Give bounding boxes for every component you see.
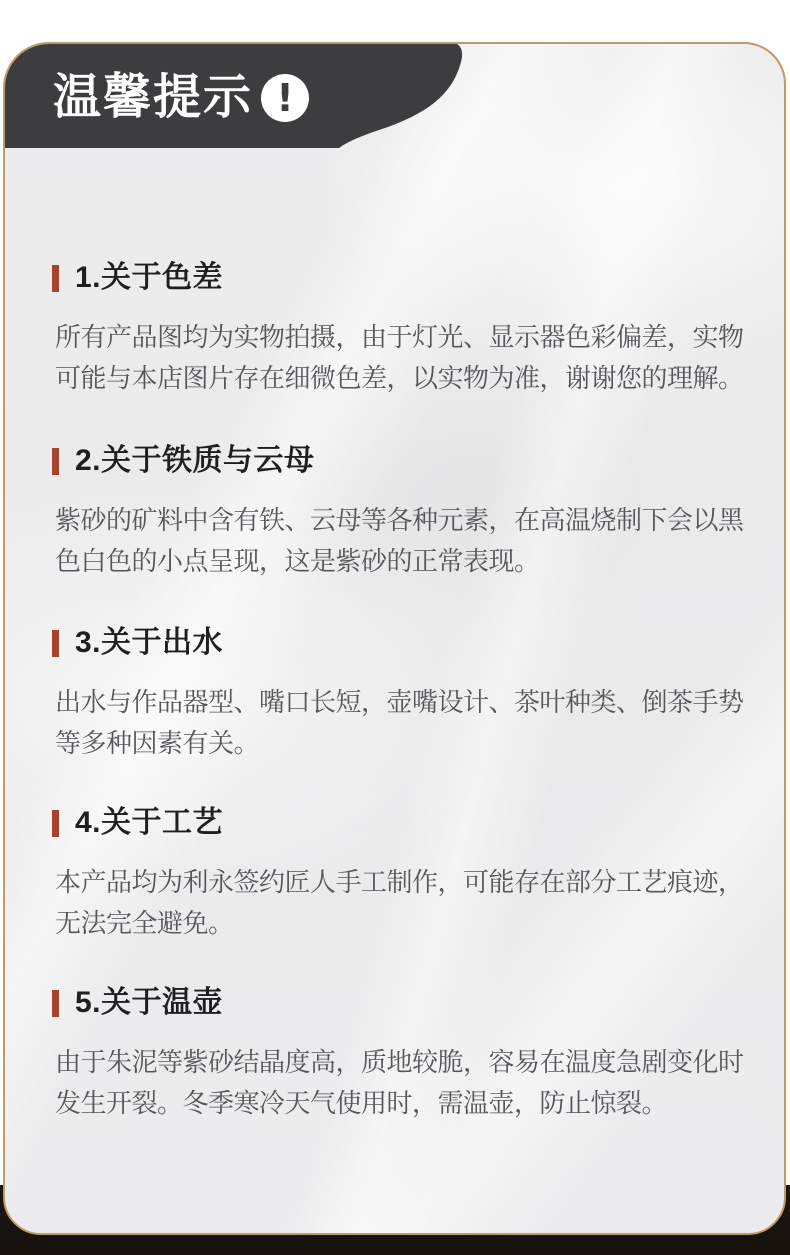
tip-heading [52,806,752,840]
tip-text-line: 由于朱泥等紫砂结晶度高，质地较脆，容易在温度急剧变化时 [55,1047,744,1077]
tip-body [55,500,752,582]
tip-heading [52,261,752,295]
tip-section-craftsmanship [52,806,752,944]
tip-text-line: 无法完全避免。 [55,908,234,938]
tip-heading [52,986,752,1020]
tip-section-iron-mica [52,444,752,582]
tip-title: 2.关于铁质与云母 [75,444,315,477]
tip-text-line: 出水与作品器型、嘴口长短，壶嘴设计、茶叶种类、倒茶手势 [55,687,744,717]
tip-text-line: 所有产品图均为实物拍摄，由于灯光、显示器色彩偏差，实物 [55,322,744,352]
tip-text-line: 发生开裂。冬季寒冷天气使用时，需温壶，防止惊裂。 [55,1088,668,1118]
tip-body [55,1042,752,1124]
tip-body [55,682,752,764]
accent-bar [52,630,59,657]
accent-bar [52,810,59,837]
tip-section-warming-pot [52,986,752,1124]
tips-card [3,42,786,1235]
tip-section-water-flow [52,626,752,764]
accent-bar [52,448,59,475]
tip-heading [52,626,752,660]
header-title-row [53,72,309,124]
tip-title: 5.关于温壶 [75,986,224,1019]
tip-text-line: 可能与本店图片存在细微色差，以实物为准，谢谢您的理解。 [55,363,744,393]
tip-text-line: 色白色的小点呈现，这是紫砂的正常表现。 [55,546,540,576]
tip-title: 1.关于色差 [75,261,224,294]
tip-text-line: 紫砂的矿料中含有铁、云母等各种元素，在高温烧制下会以黑 [55,505,744,535]
exclamation-icon: ! [261,74,309,122]
page-title: 温馨提示 [53,71,254,124]
tip-text-line: 等多种因素有关。 [55,728,260,758]
tip-title: 3.关于出水 [75,626,224,659]
tip-heading [52,444,752,478]
tip-body [55,317,752,399]
header-band [3,42,473,148]
tip-section-color-difference [52,261,752,399]
accent-bar [52,990,59,1017]
tip-title: 4.关于工艺 [75,806,224,839]
tip-text-line: 本产品均为利永签约匠人手工制作，可能存在部分工艺痕迹， [55,867,744,897]
accent-bar [52,265,59,292]
tip-body [55,862,752,944]
